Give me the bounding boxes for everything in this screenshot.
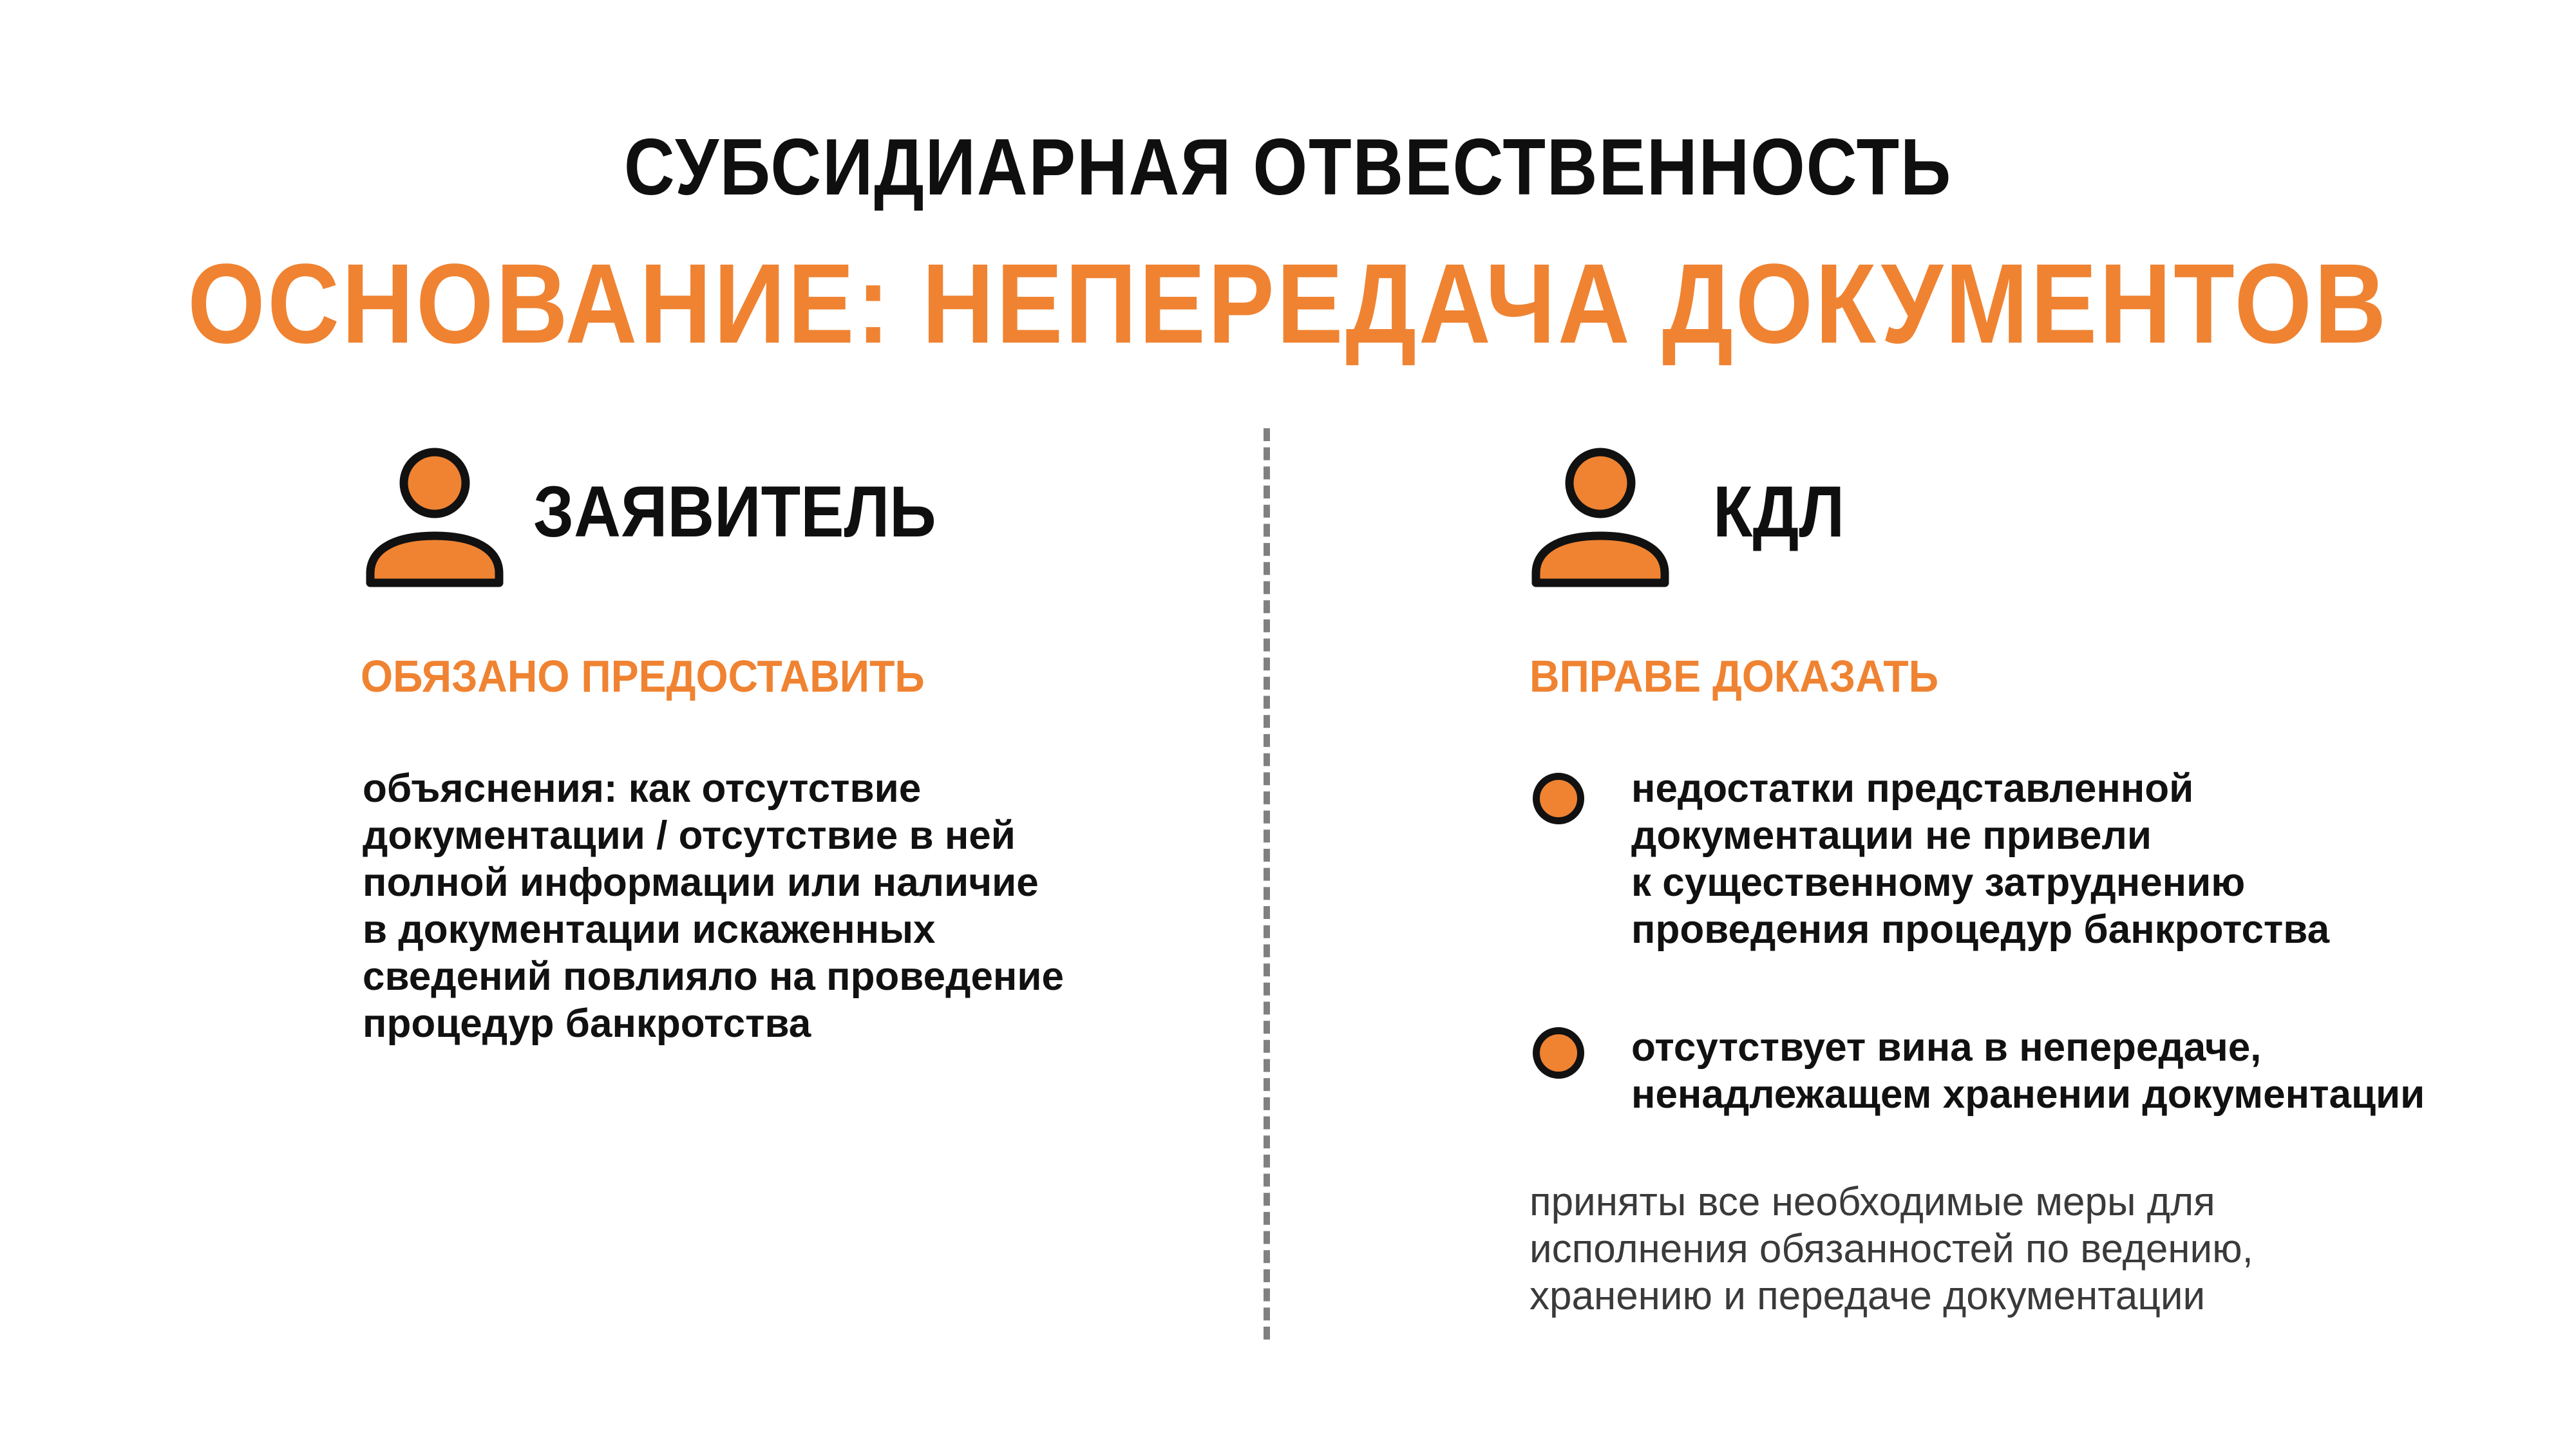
role-label-kdl: КДЛ — [1713, 471, 1845, 552]
column-divider — [1264, 428, 1270, 1340]
measures-note-text: приняты все необходимые меры для исполнения обязанностей по ведению, хранению и передаче документации — [1530, 1180, 2253, 1318]
person-icon — [1530, 444, 1671, 592]
bullet-icon — [1533, 773, 1584, 824]
page-title: СУБСИДИАРНАЯ ОТВЕСТВЕННОСТЬ — [623, 123, 1953, 212]
page-subtitle: ОСНОВАНИЕ: НЕПЕРЕДАЧА ДОКУМЕНТОВ — [187, 241, 2389, 367]
applicant-obligation-text: объяснения: как отсутствие документации / отсутствие в ней полной информации или наличие в документации искаженных сведений повлияло на проведение процедур банкротства — [363, 766, 1064, 1046]
bullet-icon — [1533, 1027, 1584, 1079]
person-icon — [364, 444, 506, 592]
role-label-applicant: ЗАЯВИТЕЛЬ — [533, 471, 936, 552]
bullet-item-text: недостатки представленной документации не привели к существенному затруднению проведения процедур банкротства — [1631, 766, 2330, 952]
section-heading-obliged: ОБЯЗАНО ПРЕДОСТАВИТЬ — [361, 651, 925, 701]
section-heading-entitled: ВПРАВЕ ДОКАЗАТЬ — [1530, 651, 1939, 701]
bullet-item-text: отсутствует вина в непередаче, ненадлежащем хранении документации — [1631, 1025, 2425, 1117]
